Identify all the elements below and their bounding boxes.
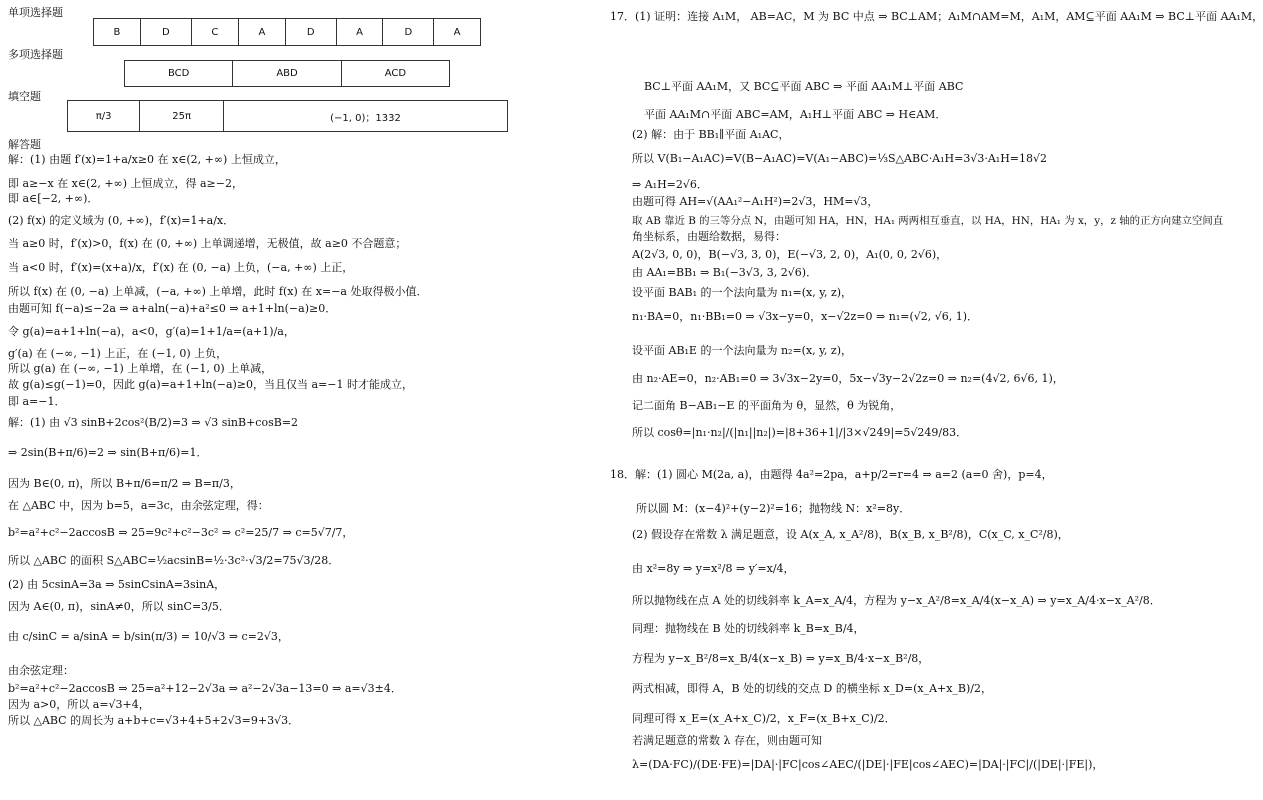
solution-line: (2) f(x) 的定义域为 (0, +∞)，f′(x)=1+a/x． xyxy=(8,214,235,227)
answer-cell: D xyxy=(383,19,434,46)
solution-line: 17．(1) 证明：连接 A₁M， AB=AC，M 为 BC 中点 ⇒ BC⊥AM；A₁M∩AM=M，A₁M，AM⊆平面 AA₁M ⇒ BC⊥平面 AA₁M， xyxy=(610,10,1263,23)
answer-cell: π/3 xyxy=(68,101,140,132)
solution-line: 18．解：(1) 圆心 M(2a, a)，由题得 4a²=2pa，a+p/2=r=4 ⇒ a=2 (a=0 舍)，p=4， xyxy=(610,468,1053,481)
answer-cell: ACD xyxy=(341,61,449,87)
answer-cell: A xyxy=(434,19,481,46)
solution-line: 方程为 y−x_B²/8=x_B/4(x−x_B) ⇒ y=x_B/4·x−x_B²/8， xyxy=(632,652,930,665)
single-choice-title: 单项选择题 xyxy=(8,6,63,19)
solution-line: 由 AA₁=BB₁ ⇒ B₁(−3√3, 3, 2√6)． xyxy=(632,266,818,279)
answer-cell: C xyxy=(191,19,238,46)
answer-cell: (−1, 0)；1332 xyxy=(224,101,508,132)
solution-line: 两式相减，即得 A，B 处的切线的交点 D 的横坐标 x_D=(x_A+x_B)/2， xyxy=(632,682,993,695)
solution-line: 故 g(a)≤g(−1)=0，因此 g(a)=a+1+ln(−a)≥0，当且仅当 a=−1 时才能成立， xyxy=(8,378,413,391)
solution-line: 即 a∈[−2, +∞)． xyxy=(8,192,99,205)
solution-line: 平面 AA₁M∩平面 ABC=AM，A₁H⊥平面 ABC ⇒ H∈AM． xyxy=(644,108,947,121)
solution-line: 所以圆 M：(x−4)²+(y−2)²=16；抛物线 N：x²=8y． xyxy=(636,502,911,515)
solution-line: 因为 B∈(0, π)，所以 B+π/6=π/2 ⇒ B=π/3， xyxy=(8,477,241,490)
solution-line: b²=a²+c²−2accosB ⇒ 25=a²+12−2√3a ⇒ a²−2√3a−13=0 ⇒ a=√3±4． xyxy=(8,682,402,695)
solution-line: 所以 cosθ=|n₁·n₂|/(|n₁||n₂|)=|8+36+1|/|3×√249|=5√249/83． xyxy=(632,426,968,439)
solution-line: 当 a≥0 时，f′(x)>0，f(x) 在 (0, +∞) 上单调递增，无极值，故 a≥0 不合题意； xyxy=(8,237,407,250)
multi-choice-title: 多项选择题 xyxy=(8,48,63,61)
solution-line: 设平面 BAB₁ 的一个法向量为 n₁=(x, y, z)， xyxy=(632,286,853,299)
answer-cell: A xyxy=(336,19,383,46)
fill-blank-title: 填空题 xyxy=(8,90,41,103)
solution-line: (2) 解：由于 BB₁∥平面 A₁AC， xyxy=(632,128,790,141)
solution-line: 所以 V(B₁−A₁AC)=V(B−A₁AC)=V(A₁−ABC)=⅓S△ABC·A₁H=3√3·A₁H=18√2 xyxy=(632,152,1048,165)
answer-cell: A xyxy=(239,19,286,46)
answer-cell: ABD xyxy=(233,61,341,87)
solution-line: 在 △ABC 中，因为 b=5，a=3c，由余弦定理，得： xyxy=(8,499,269,512)
solution-line: 由 x²=8y ⇒ y=x²/8 ⇒ y′=x/4， xyxy=(632,562,795,575)
answer-cell: D xyxy=(140,19,191,46)
solution-line: 所以 g(a) 在 (−∞, −1) 上单增，在 (−1, 0) 上单减， xyxy=(8,362,273,375)
solution-line: 同理可得 x_E=(x_A+x_C)/2，x_F=(x_B+x_C)/2． xyxy=(632,712,896,725)
solution-line: 由 n₂·AE=0，n₂·AB₁=0 ⇒ 3√3x−2y=0，5x−√3y−2√2z=0 ⇒ n₂=(4√2, 6√6, 1)， xyxy=(632,372,1064,385)
solution-line: 因为 A∈(0, π)，sinA≠0，所以 sinC=3/5． xyxy=(8,600,230,613)
solution-line: g′(a) 在 (−∞, −1) 上正，在 (−1, 0) 上负， xyxy=(8,347,228,360)
solution-line: 令 g(a)=a+1+ln(−a)，a<0，g′(a)=1+1/a=(a+1)/a， xyxy=(8,325,295,338)
solution-line: A(2√3, 0, 0)，B(−√3, 3, 0)，E(−√3, 2, 0)，A₁(0, 0, 2√6)， xyxy=(632,248,948,261)
solution-line: 所以 f(x) 在 (0, −a) 上单减，(−a, +∞) 上单增，此时 f(x) 在 x=−a 处取得极小值． xyxy=(8,285,428,298)
solution-section-title: 解答题 xyxy=(8,138,41,151)
multi-choice-answer-table xyxy=(124,60,450,87)
solution-line: BC⊥平面 AA₁M，又 BC⊆平面 ABC ⇒ 平面 AA₁M⊥平面 ABC xyxy=(644,80,964,93)
solution-line: b²=a²+c²−2accosB ⇒ 25=9c²+c²−3c² ⇒ c²=25/7 ⇒ c=5√7/7， xyxy=(8,526,354,539)
solution-line: 因为 a>0，所以 a=√3+4， xyxy=(8,698,150,711)
solution-line: 同理：抛物线在 B 处的切线斜率 k_B=x_B/4， xyxy=(632,622,865,635)
solution-line: 解：(1) 由题 f′(x)=1+a/x≥0 在 x∈(2, +∞) 上恒成立， xyxy=(8,153,286,166)
solution-line: n₁·BA=0，n₁·BB₁=0 ⇒ √3x−y=0，x−√2z=0 ⇒ n₁=(√2, √6, 1)． xyxy=(632,310,979,323)
solution-line: 当 a<0 时，f′(x)=(x+a)/x，f′(x) 在 (0, −a) 上负，(−a, +∞) 上正， xyxy=(8,261,354,274)
solution-line: ⇒ 2sin(B+π/6)=2 ⇒ sin(B+π/6)=1． xyxy=(8,446,208,459)
solution-line: 记二面角 B−AB₁−E 的平面角为 θ，显然，θ 为锐角， xyxy=(632,399,902,412)
solution-line: 即 a≥−x 在 x∈(2, +∞) 上恒成立，得 a≥−2， xyxy=(8,177,243,190)
solution-line: 取 AB 靠近 B 的三等分点 N，由题可知 HA，HN，HA₁ 两两相互垂直，以 HA，HN，HA₁ 为 x，y，z 轴的正方向建立空间直 xyxy=(632,215,1224,227)
solution-line: 所以抛物线在点 A 处的切线斜率 k_A=x_A/4，方程为 y−x_A²/8=x_A/4(x−x_A) ⇒ y=x_A/4·x−x_A²/8． xyxy=(632,594,1161,607)
solution-line: λ=(DA·FC)/(DE·FE)=|DA|·|FC|cos∠AEC/(|DE|·|FE|cos∠AEC)=|DA|·|FC|/(|DE|·|FE|)， xyxy=(632,758,1104,771)
solution-line: 由 c/sinC = a/sinA = b/sin(π/3) = 10/√3 ⇒ c=2√3， xyxy=(8,630,289,643)
fill-blank-answer-table xyxy=(67,100,508,132)
single-choice-answer-table xyxy=(93,18,481,46)
solution-line: 所以 △ABC 的面积 S△ABC=½acsinB=½·3c²·√3/2=75√3/28． xyxy=(8,554,340,567)
answer-cell: BCD xyxy=(125,61,233,87)
solution-line: 解：(1) 由 √3 sinB+2cos²(B/2)=3 ⇒ √3 sinB+cosB=2 xyxy=(8,416,299,429)
solution-line: 角坐标系，由题给数据，易得： xyxy=(632,230,786,243)
solution-line: (2) 由 5csinA=3a ⇒ 5sinCsinA=3sinA， xyxy=(8,578,226,591)
solution-line: 若满足题意的常数 λ 存在，则由题可知 xyxy=(632,734,822,747)
solution-line: (2) 假设存在常数 λ 满足题意，设 A(x_A, x_A²/8)，B(x_B, x_B²/8)，C(x_C, x_C²/8)， xyxy=(632,528,1069,541)
solution-line: 设平面 AB₁E 的一个法向量为 n₂=(x, y, z)， xyxy=(632,344,852,357)
answer-cell: D xyxy=(285,19,336,46)
solution-line: 由余弦定理： xyxy=(8,664,74,677)
solution-line: 由题可得 AH=√(AA₁²−A₁H²)=2√3，HM=√3， xyxy=(632,195,879,208)
solution-line: 所以 △ABC 的周长为 a+b+c=√3+4+5+2√3=9+3√3． xyxy=(8,714,300,727)
solution-line: ⇒ A₁H=2√6． xyxy=(632,178,708,191)
answer-cell: B xyxy=(94,19,141,46)
answer-cell: 25π xyxy=(140,101,224,132)
solution-line: 由题可知 f(−a)≤−2a ⇒ a+aln(−a)+a²≤0 ⇒ a+1+ln(−a)≥0． xyxy=(8,302,337,315)
solution-line: 即 a=−1． xyxy=(8,395,66,408)
